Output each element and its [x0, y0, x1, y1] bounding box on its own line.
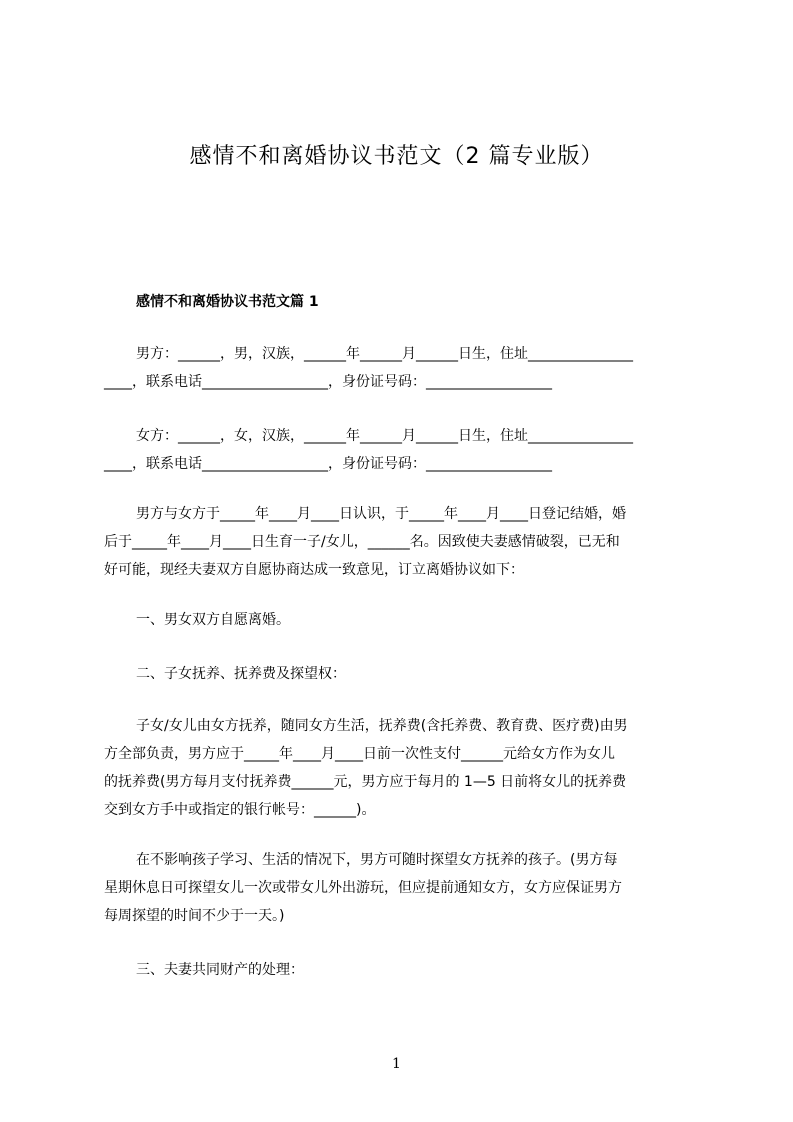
clause-1-text: 一、男女双方自愿离婚。	[136, 612, 290, 628]
clause-2-text: 二、子女抚养、抚养费及探望权：	[136, 666, 346, 682]
page-number: 1	[392, 1056, 401, 1072]
man-info-line-1: 男方：______，男，汉族，______年______月______日生，住址_______________	[136, 346, 633, 362]
document-title: 感情不和离婚协议书范文（2 篇专业版）	[189, 144, 604, 169]
custody-line-4: 交到女方手中或指定的银行帐号：______)。	[104, 802, 376, 818]
intro-line-1: 男方与女方于_____年____月____日认识，于_____年____月____日登记结婚，婚	[136, 506, 626, 522]
visitation-line-3: 每周探望的时间不少于一天。)	[104, 908, 285, 924]
woman-info-line-2: ____，联系电话__________________，身份证号码：__________________	[104, 456, 552, 472]
woman-info-line-1: 女方：______，女，汉族，______年______月______日生，住址_______________	[136, 428, 633, 444]
woman-info-paragraph	[104, 422, 704, 478]
man-info-line-2: ____，联系电话__________________，身份证号码：__________________	[104, 374, 552, 390]
custody-line-1: 子女/女儿由女方抚养，随同女方生活，抚养费(含托养费、教育费、医疗费)由男	[136, 718, 628, 734]
clause-2	[104, 660, 704, 688]
custody-line-2: 方全部负责，男方应于_____年____月____日前一次性支付______元给女方作为女儿	[104, 746, 615, 762]
visitation-line-2: 星期休息日可探望女儿一次或带女儿外出游玩，但应提前通知女方，女方应保证男方	[104, 880, 622, 896]
custody-line-3: 的抚养费(男方每月支付抚养费______元，男方应于每月的 1—5 日前将女儿的抚养费	[104, 774, 627, 790]
intro-paragraph	[104, 500, 704, 584]
clause-3-text: 三、夫妻共同财产的处理：	[136, 962, 304, 978]
clause-3	[104, 956, 704, 984]
intro-line-3: 好可能，现经夫妻双方自愿协商达成一致意见，订立离婚协议如下：	[104, 562, 524, 578]
section-title: 感情不和离婚协议书范文篇 1	[136, 294, 319, 310]
clause-1	[104, 606, 704, 634]
visitation-line-1: 在不影响孩子学习、生活的情况下，男方可随时探望女方抚养的孩子。(男方每	[136, 852, 618, 868]
visitation-paragraph	[104, 846, 704, 930]
custody-paragraph	[104, 712, 704, 824]
intro-line-2: 后于_____年____月____日生育一子/女儿，______名。因致使夫妻感情破裂，已无和	[104, 534, 620, 550]
man-info-paragraph	[104, 340, 704, 396]
